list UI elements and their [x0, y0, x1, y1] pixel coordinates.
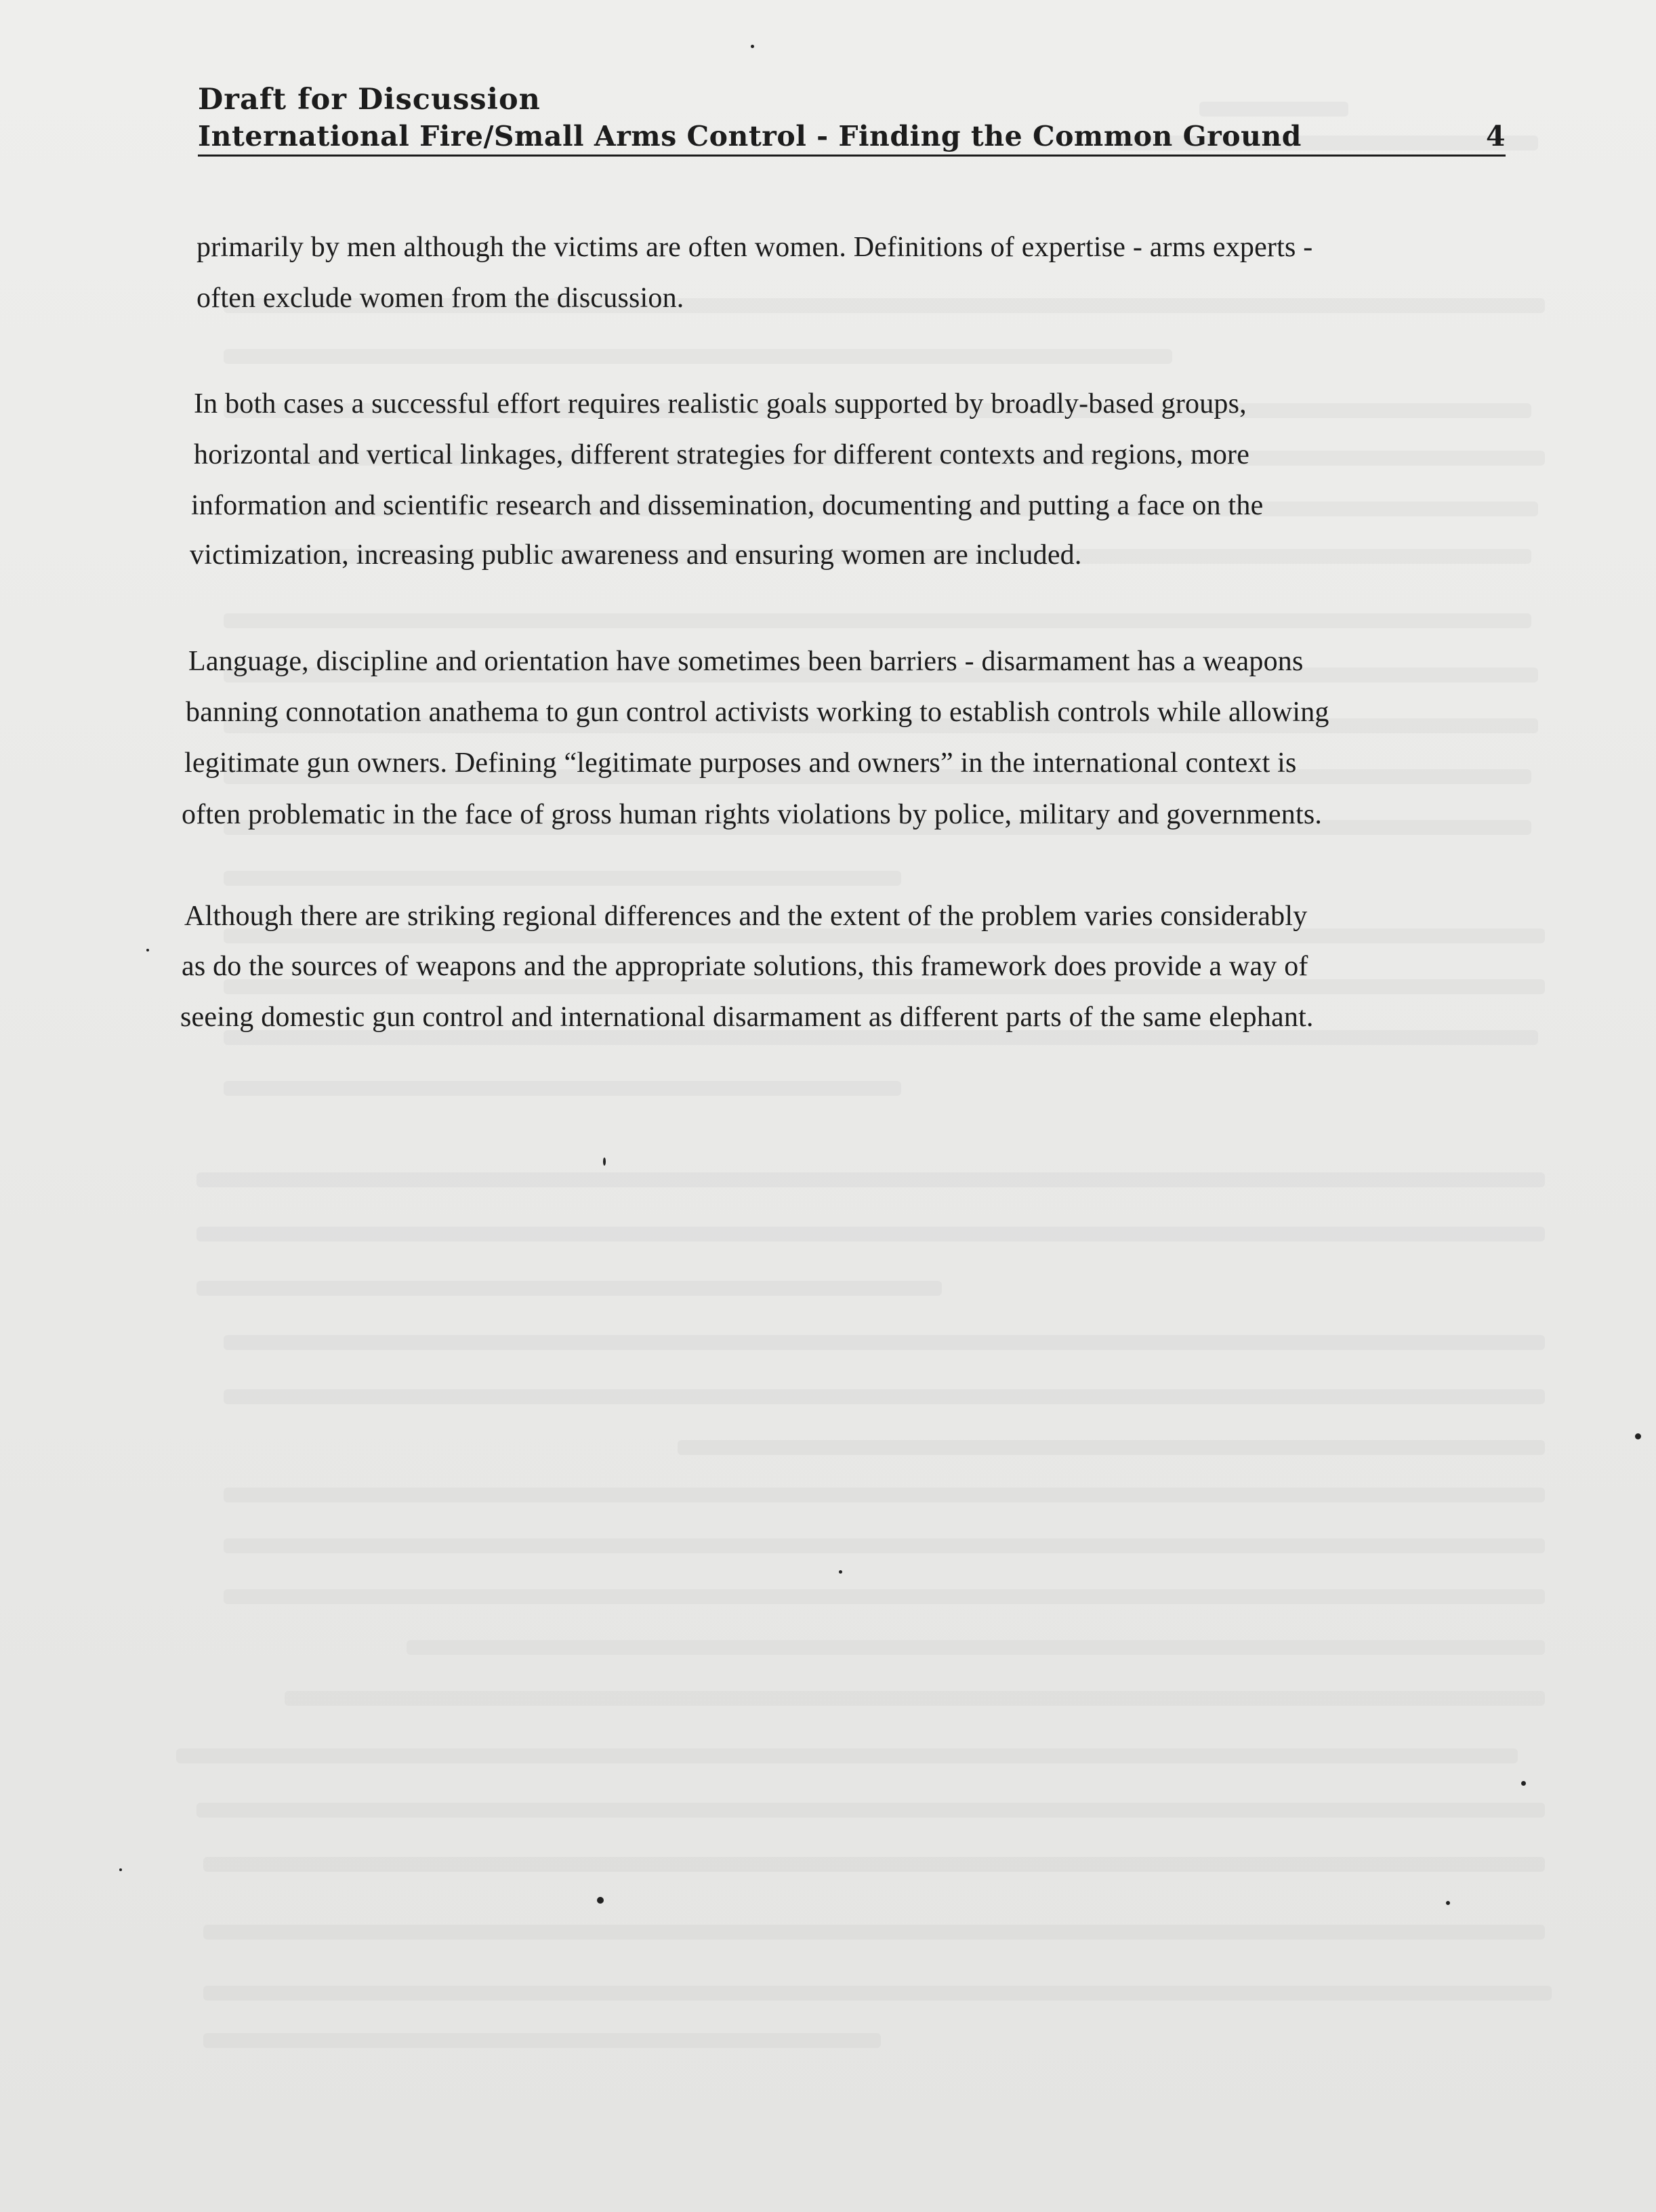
paragraph-1-line-1: primarily by men although the victims are often women. Definitions of expertise - arms experts -: [196, 232, 1313, 263]
scan-speck: [603, 1158, 606, 1166]
scan-speck: [751, 45, 754, 48]
scan-speck: [119, 1868, 122, 1871]
paragraph-1-line-2: often exclude women from the discussion.: [196, 283, 684, 314]
paragraph-4-line-3: seeing domestic gun control and international disarmament as different parts of the same elephant.: [180, 1002, 1314, 1033]
document-header: [198, 81, 1506, 157]
scan-speck: [146, 949, 149, 951]
paragraph-2-line-1: In both cases a successful effort requires realistic goals supported by broadly-based groups,: [194, 388, 1247, 419]
document-title: [198, 118, 1506, 157]
scan-speck: [1635, 1433, 1641, 1439]
draft-label: Draft for Discussion: [198, 83, 541, 117]
paragraph-3-line-4: often problematic in the face of gross human rights violations by police, military and governments.: [182, 799, 1323, 830]
scan-speck: [1446, 1901, 1450, 1905]
scan-speck: [597, 1897, 604, 1904]
scan-speck: [839, 1570, 842, 1574]
paragraph-3-line-1: Language, discipline and orientation have sometimes been barriers - disarmament has a weapons: [188, 646, 1304, 677]
paragraph-2-line-3: information and scientific research and dissemination, documenting and putting a face on the: [191, 490, 1264, 521]
paragraph-3-line-3: legitimate gun owners. Defining “legitimate purposes and owners” in the international context is: [184, 747, 1297, 779]
paragraph-2-line-2: horizontal and vertical linkages, different strategies for different contexts and regions, more: [194, 439, 1250, 470]
paragraph-3-line-2: banning connotation anathema to gun control activists working to establish controls while allowing: [186, 697, 1329, 728]
document-title-text: International Fire/Small Arms Control - Finding the Common Ground: [198, 120, 1302, 152]
paragraph-4-line-1: Although there are striking regional differences and the extent of the problem varies considerably: [184, 901, 1308, 932]
paragraph-2-line-4: victimization, increasing public awareness and ensuring women are included.: [190, 539, 1082, 571]
page-number: 4: [1485, 120, 1506, 152]
paragraph-4-line-2: as do the sources of weapons and the appropriate solutions, this framework does provide a way of: [182, 951, 1308, 982]
scan-speck: [1521, 1781, 1526, 1786]
